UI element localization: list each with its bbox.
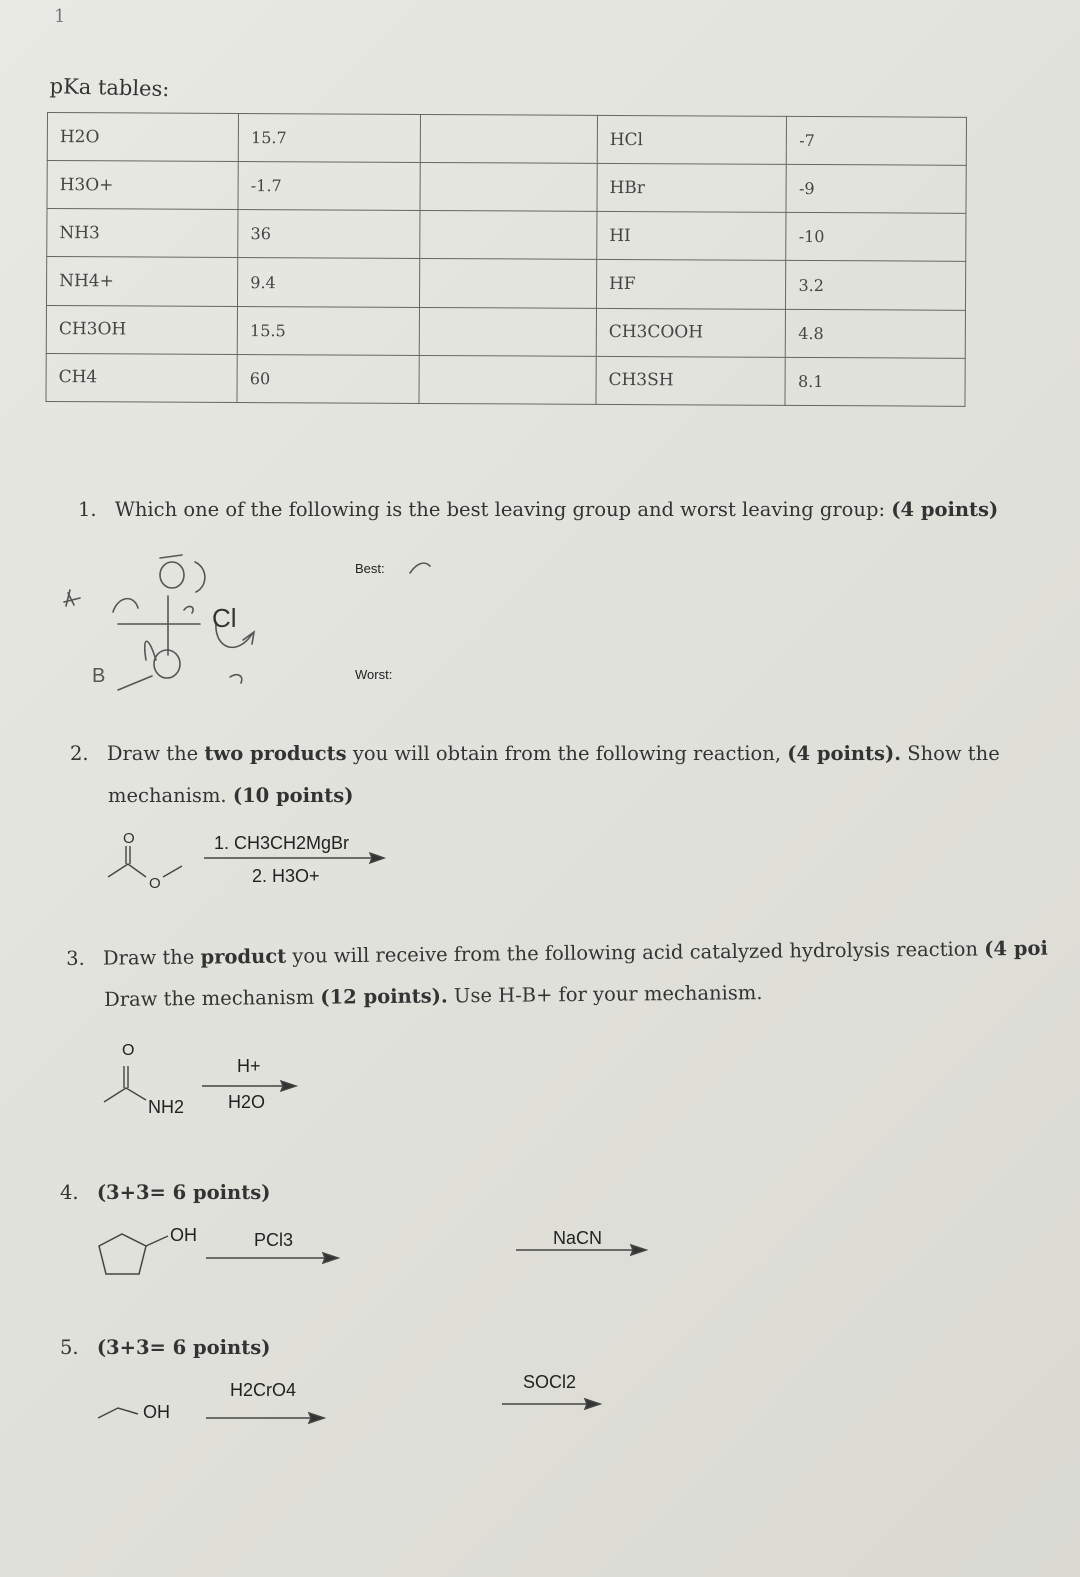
pka-heading: pKa tables: — [49, 74, 170, 102]
pka-cell: -7 — [787, 116, 967, 165]
pka-cell: -9 — [786, 165, 966, 214]
q1-arrow-c — [145, 641, 156, 660]
q4-reagent-2: NaCN — [553, 1228, 603, 1248]
q2-points-b: (10 points) — [232, 784, 354, 807]
q1-methyl-bond — [118, 676, 152, 690]
q3-oxygen: O — [122, 1042, 135, 1059]
q4-arrowhead-2 — [631, 1245, 646, 1255]
ethanol-chain — [98, 1408, 138, 1418]
q3-amide-structure — [104, 1066, 296, 1102]
q2-reagent-2: 2. H3O+ — [252, 866, 320, 886]
pka-cell: 8.1 — [785, 357, 965, 406]
q3-bold-a: product — [200, 944, 287, 969]
pka-cell: -10 — [786, 213, 966, 262]
pka-cell: H3O+ — [47, 161, 238, 210]
q2-text-d: mechanism. — [108, 784, 227, 807]
q1-arrow-b — [113, 599, 138, 612]
q2-text-c: Show the — [907, 742, 1000, 765]
q1-top-oxygen — [160, 562, 184, 588]
q5-arrowhead-2 — [585, 1399, 600, 1409]
q2-ethyl — [163, 866, 182, 877]
q4-hydroxyl: OH — [170, 1225, 197, 1245]
q3-text-d: Use H-B+ for your mechanism. — [453, 981, 763, 1008]
q2-oxygen-top: O — [123, 830, 135, 847]
q4-points: (3+3= 6 points) — [96, 1181, 271, 1204]
q2-arrowhead — [370, 853, 384, 863]
pka-cell: NH3 — [47, 209, 238, 258]
pka-cell: 9.4 — [238, 258, 420, 307]
q2-carbonyl — [126, 846, 130, 864]
pka-cell: CH3COOH — [596, 308, 786, 357]
q2-ester-chain — [108, 864, 146, 877]
q2-oxygen-ester: O — [149, 875, 161, 892]
q5-points: (3+3= 6 points) — [96, 1336, 271, 1359]
q2-bold-a: two products — [204, 742, 347, 765]
q2-ester-structure — [108, 846, 384, 877]
q3-carbonyl — [124, 1066, 128, 1088]
q5-reagent-1: H2CrO4 — [230, 1380, 297, 1400]
q5-arrowhead-1 — [309, 1413, 324, 1423]
q1-points: (4 points) — [891, 498, 999, 521]
q3-reagent-top: H+ — [237, 1056, 261, 1076]
q2-text-b: you will obtain from the following reaction, — [352, 742, 782, 765]
q3-number: 3. — [66, 946, 85, 970]
q2-reagent-1: 1. CH3CH2MgBr — [214, 833, 350, 853]
q4-cyclopentanol — [99, 1234, 646, 1274]
pka-cell: NH4+ — [46, 257, 237, 306]
pka-cell: HF — [596, 260, 786, 309]
q1-letter-b: B — [92, 665, 106, 687]
pka-cell: 15.5 — [237, 306, 419, 355]
pka-cell: 4.8 — [786, 309, 966, 358]
ring-to-oh-bond — [146, 1236, 168, 1246]
pka-cell: HBr — [597, 164, 787, 213]
q3-text-c: Draw the mechanism — [104, 985, 315, 1011]
q1-negative-charge — [160, 555, 182, 558]
pka-cell: 15.7 — [238, 114, 420, 163]
q1-number: 1. — [78, 498, 97, 521]
q3-reagent-bottom: H2O — [228, 1092, 266, 1112]
pka-cell: HI — [597, 212, 787, 261]
q3-amine: NH2 — [148, 1097, 185, 1117]
pka-cell: H2O — [47, 113, 238, 162]
pka-cell: -1.7 — [238, 162, 420, 211]
pka-cell: 60 — [237, 354, 419, 403]
q3-amide-chain — [104, 1088, 146, 1102]
q2-text-a: Draw the — [106, 742, 199, 765]
q1-arrow-a — [195, 562, 205, 592]
pka-cell: 3.2 — [786, 261, 966, 310]
q4-reagent-1: PCl3 — [254, 1230, 294, 1250]
pka-cell: CH4 — [46, 353, 237, 402]
q5-hydroxyl: OH — [143, 1402, 170, 1422]
q1-bottom-oxygen — [154, 650, 180, 678]
pka-cell: HCl — [597, 115, 787, 164]
q1-text: Which one of the following is the best leaving group and worst leaving group: — [114, 498, 886, 521]
q3-text-b: you will receive from the following acid catalyzed hydrolysis reaction — [292, 937, 979, 968]
q3-arrowhead — [281, 1081, 296, 1091]
q1-letter-a — [64, 590, 80, 606]
pka-cell: 36 — [238, 210, 420, 259]
q5-number: 5. — [60, 1336, 79, 1359]
q4-arrowhead-1 — [323, 1253, 338, 1263]
q5-reagent-2: SOCl2 — [523, 1372, 577, 1392]
q3-points-b: (12 points). — [320, 984, 448, 1009]
pka-cell: CH3OH — [46, 305, 237, 354]
worst-label: Worst: — [355, 667, 393, 682]
q5-ethanol — [98, 1399, 600, 1423]
q1-curl — [184, 606, 193, 613]
q4-number: 4. — [60, 1181, 79, 1204]
cyclopentane-ring — [99, 1234, 146, 1274]
best-label: Best: — [355, 561, 385, 576]
q3-points-a: (4 poi — [984, 936, 1048, 961]
pka-cell: CH3SH — [596, 356, 786, 405]
q1-chlorine: Cl — [212, 603, 237, 633]
q2-number: 2. — [70, 742, 89, 765]
page-number: 1 — [54, 6, 66, 27]
q1-stray-mark — [410, 563, 430, 573]
q2-points-a: (4 points). — [787, 742, 902, 765]
q1-letter-c — [230, 675, 242, 683]
q3-text-a: Draw the — [102, 945, 195, 970]
q1-handwritten-structure — [64, 555, 430, 690]
